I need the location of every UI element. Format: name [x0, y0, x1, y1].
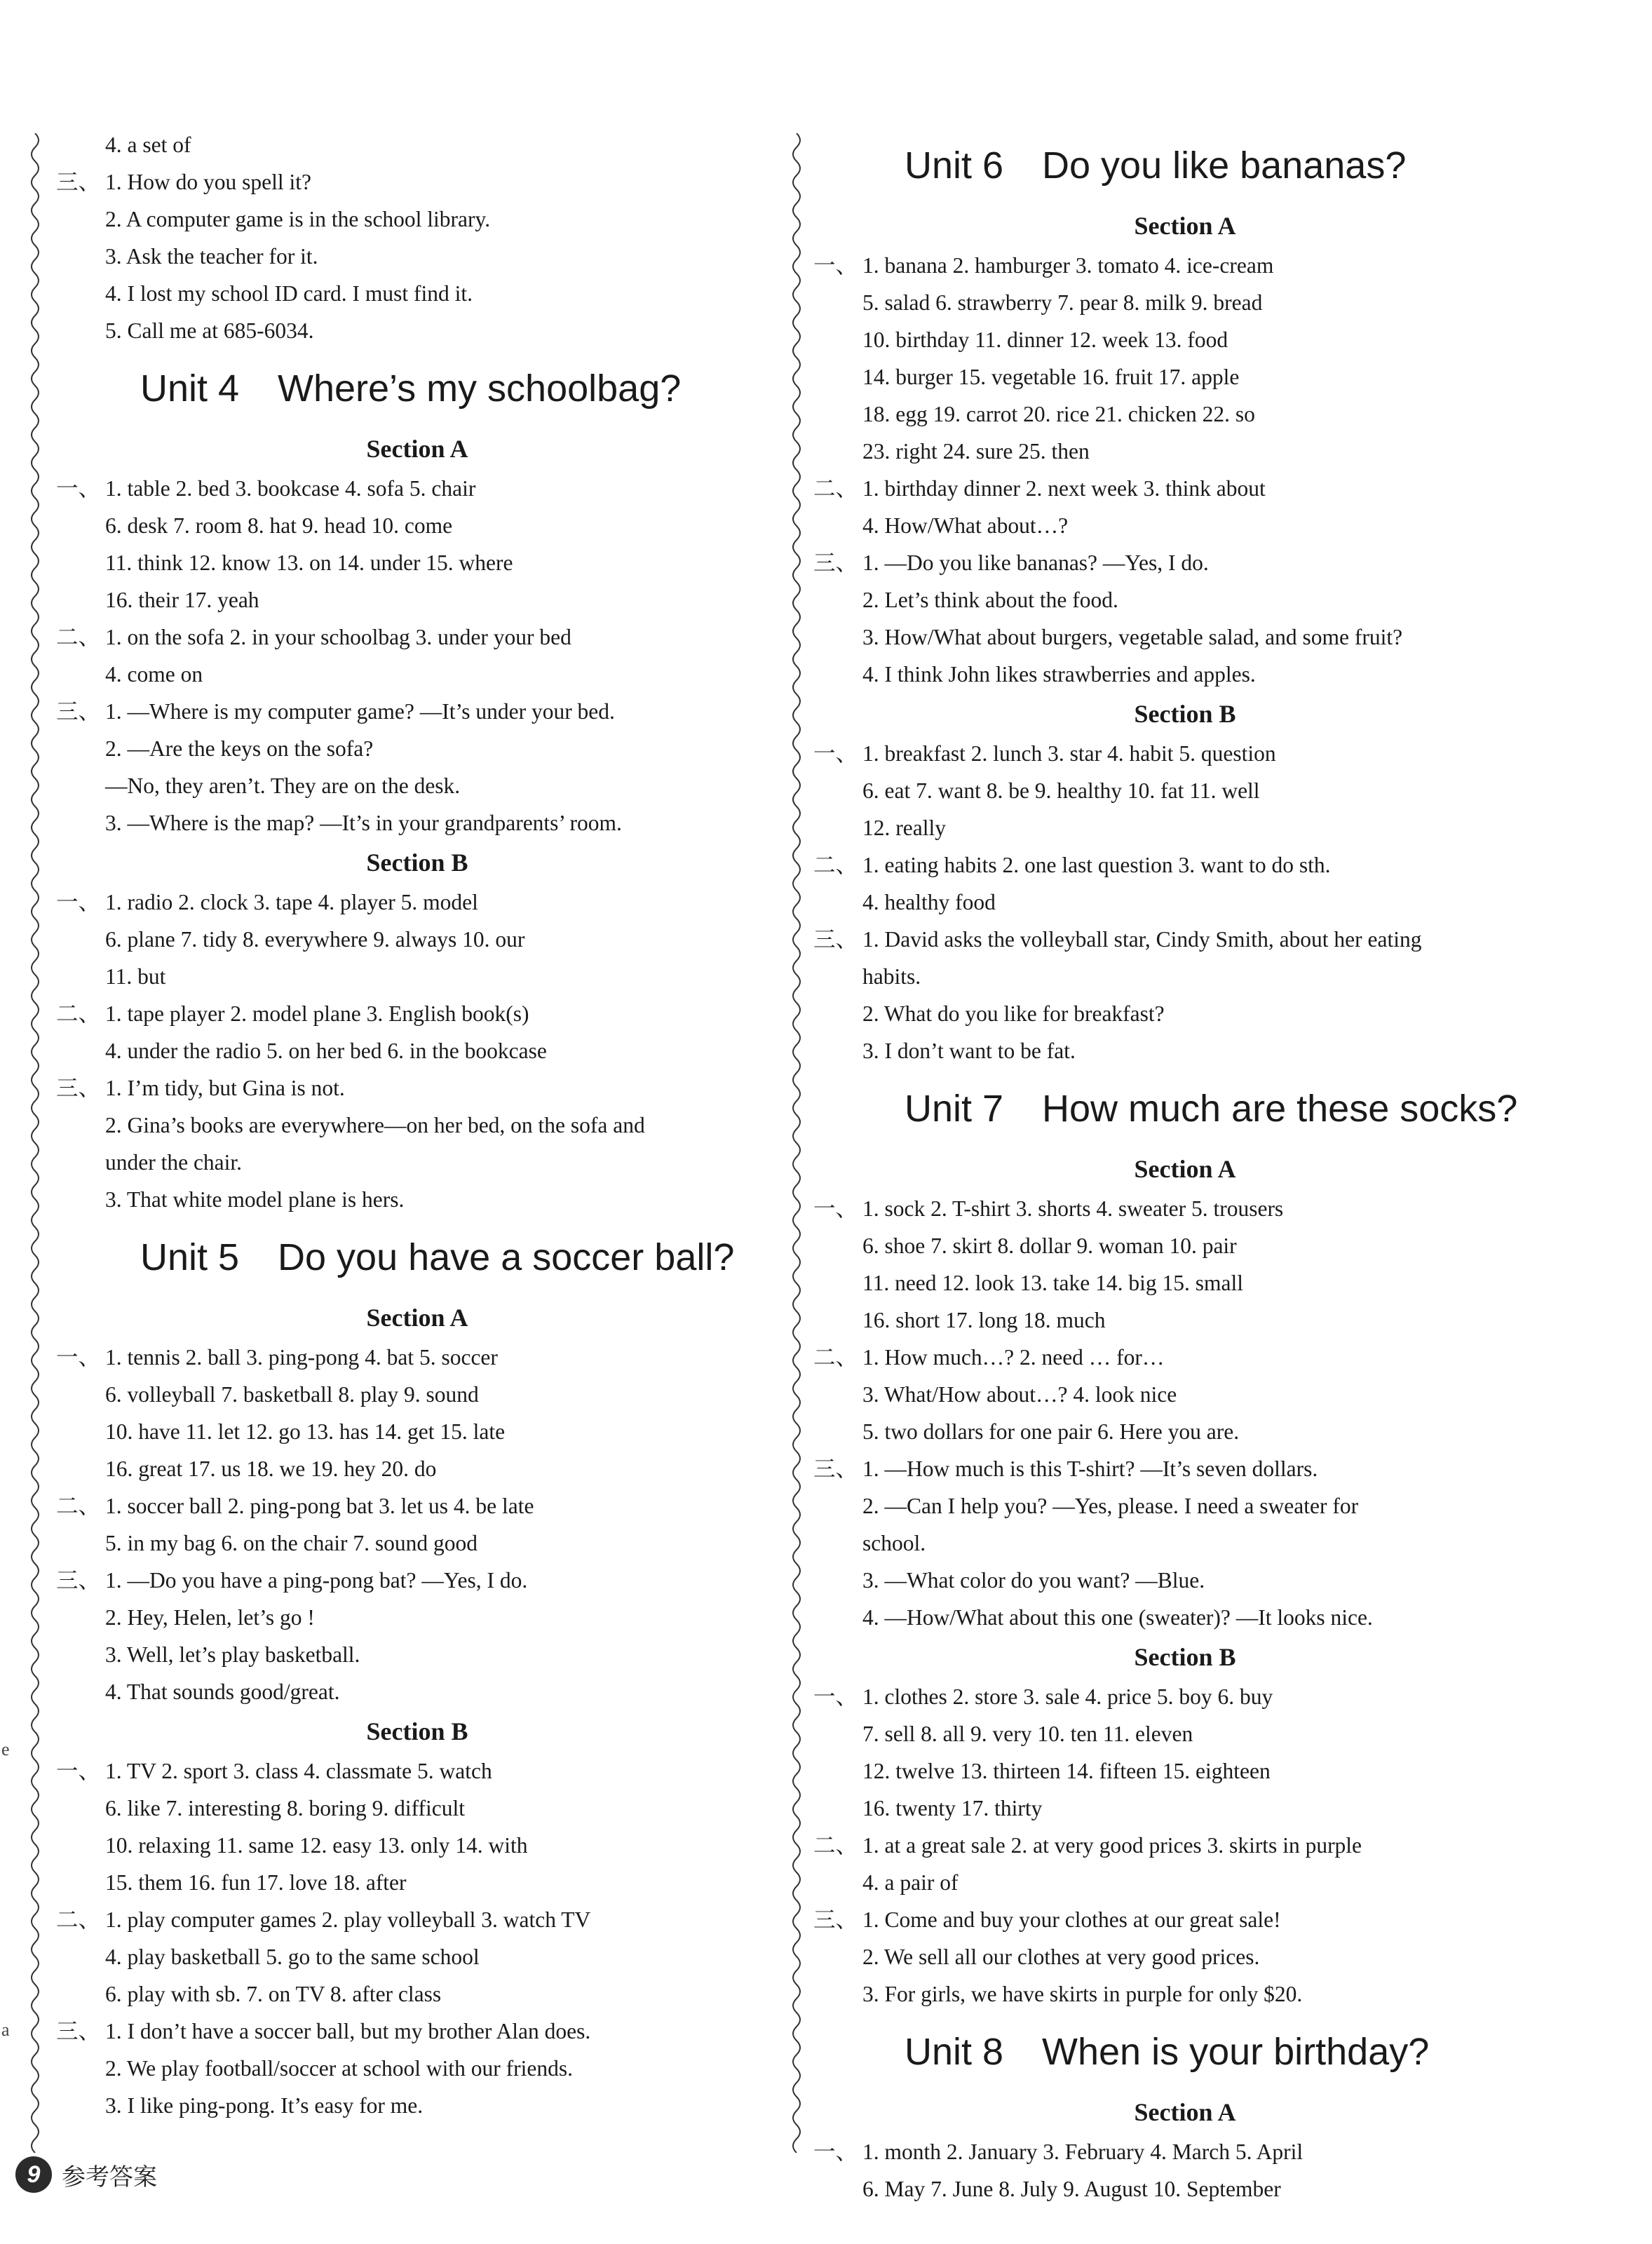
answer-text: 1. play computer games 2. play volleyball 3. watch TV [105, 1907, 591, 1932]
page-label: 参考答案 [62, 2163, 157, 2191]
exercise-marker: 一、 [56, 1345, 101, 1370]
unit-title: Do you like bananas? [1042, 144, 1407, 187]
answer-text: 1. radio 2. clock 3. tape 4. player 5. model [105, 890, 478, 914]
answer-line [56, 2013, 778, 2050]
exercise-marker: 一、 [813, 1684, 858, 1709]
answer-text: 12. really [862, 816, 946, 840]
answer-line [813, 1975, 1557, 2013]
answer-text: 4. How/What about…? [862, 513, 1069, 538]
answer-text: 16. great 17. us 18. we 19. hey 20. do [105, 1456, 437, 1481]
answer-line [813, 470, 1557, 507]
answer-text: 6. shoe 7. skirt 8. dollar 9. woman 10. pair [862, 1233, 1237, 1258]
answer-line [813, 1938, 1557, 1975]
answer-line [813, 619, 1557, 656]
answer-text: 2. We sell all our clothes at very good prices. [862, 1945, 1260, 1969]
unit-heading [813, 126, 1557, 205]
exercise-marker: 一、 [56, 890, 101, 914]
section-heading: Section B [1134, 1643, 1236, 1671]
answer-line [56, 1901, 778, 1938]
section-heading: Section A [1134, 2098, 1236, 2126]
answer-text: 1. —Do you like bananas? —Yes, I do. [862, 550, 1209, 575]
answer-line [813, 358, 1557, 396]
exercise-marker: 二、 [813, 476, 858, 501]
answer-text: 2. Gina’s books are everywhere—on her bed, on the sofa and [105, 1113, 645, 1137]
answer-text: 1. —Where is my computer game? —It’s under your bed. [105, 699, 615, 724]
answer-line [813, 809, 1557, 846]
answer-line [813, 921, 1557, 958]
answer-text: 5. Call me at 685-6034. [105, 318, 314, 343]
answer-text: 6. eat 7. want 8. be 9. healthy 10. fat 11. well [862, 778, 1260, 803]
unit-number: Unit 4 [140, 367, 240, 410]
unit-title: How much are these socks? [1042, 1088, 1518, 1130]
unit-heading [813, 1069, 1557, 1148]
answer-line [813, 656, 1557, 693]
exercise-marker: 二、 [813, 853, 858, 877]
answer-text: 5. two dollars for one pair 6. Here you are. [862, 1419, 1240, 1444]
answer-text: 10. have 11. let 12. go 13. has 14. get 15. late [105, 1419, 506, 1444]
edge-mark: a [1, 2020, 10, 2040]
answer-line [56, 656, 778, 693]
exercise-marker: 三、 [813, 927, 858, 952]
answer-text: 3. Ask the teacher for it. [105, 244, 318, 269]
answer-text: 6. volleyball 7. basketball 8. play 9. sound [105, 1382, 479, 1407]
answer-text: 1. at a great sale 2. at very good prices 3. skirts in purple [862, 1833, 1362, 1858]
answer-text: 2. —Are the keys on the sofa? [105, 736, 374, 761]
answer-line [56, 884, 778, 921]
exercise-marker: 一、 [813, 2140, 858, 2164]
answer-line [56, 1487, 778, 1525]
answer-line [813, 247, 1557, 284]
answer-text: 3. How/What about burgers, vegetable salad, and some fruit? [862, 625, 1403, 649]
exercise-marker: 二、 [56, 625, 101, 649]
exercise-marker: 三、 [56, 2019, 101, 2043]
answer-line [56, 958, 778, 995]
answer-line [813, 1413, 1557, 1450]
answer-line [56, 238, 778, 275]
answer-text: 2. We play football/soccer at school with our friends. [105, 2056, 573, 2081]
answer-line [56, 1107, 778, 1144]
answer-line [813, 1715, 1557, 1752]
section-heading: Section A [1134, 1155, 1236, 1183]
column-divider [788, 133, 805, 2153]
page-footer [15, 2156, 157, 2193]
answer-text: 3. For girls, we have skirts in purple for only $20. [862, 1982, 1303, 2006]
exercise-marker: 三、 [813, 1456, 858, 1481]
answer-line [56, 470, 778, 507]
answer-line [813, 1562, 1557, 1599]
answer-text: 1. tennis 2. ball 3. ping-pong 4. bat 5. soccer [105, 1345, 498, 1370]
answer-line [813, 1450, 1557, 1487]
section-heading: Section A [366, 435, 468, 463]
answer-line [56, 804, 778, 842]
answer-text: 1. month 2. January 3. February 4. March 5. April [862, 2140, 1304, 2164]
answer-line [813, 1032, 1557, 1069]
answer-text: 4. —How/What about this one (sweater)? —It looks nice. [862, 1605, 1373, 1630]
answer-line [56, 1752, 778, 1790]
answer-line [56, 1975, 778, 2013]
answer-text: 4. I think John likes strawberries and apples. [862, 662, 1256, 687]
answer-line [56, 312, 778, 349]
answer-line [56, 921, 778, 958]
answer-text: 3. Well, let’s play basketball. [105, 1642, 360, 1667]
answer-line [813, 884, 1557, 921]
answer-line [813, 1752, 1557, 1790]
answer-line [813, 735, 1557, 772]
section-heading: Section B [1134, 700, 1236, 728]
answer-line [813, 1827, 1557, 1864]
answer-line [56, 767, 778, 804]
answer-text: under the chair. [105, 1150, 243, 1175]
answer-text: 3. I don’t want to be fat. [862, 1039, 1076, 1063]
answer-line [56, 275, 778, 312]
exercise-marker: 二、 [56, 1001, 101, 1026]
answer-text: 16. their 17. yeah [105, 588, 259, 612]
answer-line [56, 995, 778, 1032]
answer-text: 14. burger 15. vegetable 16. fruit 17. apple [862, 365, 1240, 389]
answer-text: 1. David asks the volleyball star, Cindy Smith, about her eating [862, 927, 1422, 952]
answer-line [56, 619, 778, 656]
answer-text: 1. TV 2. sport 3. class 4. classmate 5. watch [105, 1759, 492, 1783]
page-number: 9 [15, 2156, 52, 2193]
section-heading: Section A [1134, 212, 1236, 240]
answer-line [56, 1032, 778, 1069]
answer-text: 6. like 7. interesting 8. boring 9. difficult [105, 1796, 465, 1820]
answer-text: 4. come on [105, 662, 203, 687]
unit-number: Unit 6 [905, 144, 1004, 187]
right-column [813, 126, 1557, 2208]
answer-text: 11. but [105, 964, 166, 989]
answer-line [56, 2087, 778, 2124]
answer-text: 4. That sounds good/great. [105, 1679, 340, 1704]
answer-text: 1. How do you spell it? [105, 170, 311, 194]
answer-line [56, 1827, 778, 1864]
answer-text: 4. play basketball 5. go to the same school [105, 1945, 480, 1969]
answer-line [813, 1864, 1557, 1901]
answer-text: 1. banana 2. hamburger 3. tomato 4. ice-cream [862, 253, 1274, 278]
exercise-marker: 三、 [56, 699, 101, 724]
answer-line [813, 772, 1557, 809]
unit-title: Do you have a soccer ball? [278, 1236, 735, 1278]
answer-line [813, 396, 1557, 433]
answer-line [56, 201, 778, 238]
answer-text: —No, they aren’t. They are on the desk. [105, 773, 461, 798]
exercise-marker: 一、 [813, 1196, 858, 1221]
answer-text: 1. Come and buy your clothes at our great sale! [862, 1907, 1281, 1932]
answer-text: 1. I’m tidy, but Gina is not. [105, 1076, 345, 1100]
unit-number: Unit 7 [905, 1088, 1004, 1130]
unit-heading [56, 1218, 778, 1297]
answer-line [813, 2133, 1557, 2170]
answer-text: 3. I like ping-pong. It’s easy for me. [105, 2093, 424, 2118]
exercise-marker: 二、 [56, 1494, 101, 1518]
answer-text: 1. clothes 2. store 3. sale 4. price 5. boy 6. buy [862, 1684, 1273, 1709]
answer-text: 15. them 16. fun 17. love 18. after [105, 1870, 407, 1895]
answer-line [56, 1790, 778, 1827]
answer-text: 4. I lost my school ID card. I must find it. [105, 281, 473, 306]
answer-text: 1. —Do you have a ping-pong bat? —Yes, I do. [105, 1568, 528, 1593]
answer-text: 16. short 17. long 18. much [862, 1308, 1106, 1332]
exercise-marker: 三、 [56, 1076, 101, 1100]
answer-text: 1. table 2. bed 3. bookcase 4. sofa 5. chair [105, 476, 476, 501]
exercise-marker: 一、 [813, 741, 858, 766]
answer-text: 1. eating habits 2. one last question 3. want to do sth. [862, 853, 1331, 877]
answer-line [813, 1599, 1557, 1636]
answer-text: 4. a set of [105, 133, 191, 157]
exercise-marker: 一、 [56, 476, 101, 501]
answer-text: 6. May 7. June 8. July 9. August 10. September [862, 2177, 1281, 2201]
exercise-marker: 三、 [56, 170, 101, 194]
answer-text: 4. a pair of [862, 1870, 959, 1895]
answer-line [56, 1376, 778, 1413]
answer-line [813, 1227, 1557, 1264]
answer-line [56, 126, 778, 163]
answer-line [56, 1413, 778, 1450]
answer-text: 5. salad 6. strawberry 7. pear 8. milk 9. bread [862, 290, 1263, 315]
answer-line [813, 1190, 1557, 1227]
answer-line [813, 958, 1557, 995]
answer-line [56, 1599, 778, 1636]
answer-text: 10. relaxing 11. same 12. easy 13. only 14. with [105, 1833, 528, 1858]
answer-text: 23. right 24. sure 25. then [862, 439, 1090, 464]
answer-text: 2. Hey, Helen, let’s go ! [105, 1605, 315, 1630]
answer-text: 2. Let’s think about the food. [862, 588, 1118, 612]
exercise-marker: 三、 [813, 550, 858, 575]
answer-text: 18. egg 19. carrot 20. rice 21. chicken 22. so [862, 402, 1255, 426]
unit-title: When is your birthday? [1042, 2031, 1430, 2073]
unit-number: Unit 8 [905, 2031, 1004, 2073]
answer-line [56, 1938, 778, 1975]
answer-text: 3. —Where is the map? —It’s in your grandparents’ room. [105, 811, 622, 835]
answer-line [56, 544, 778, 581]
answer-text: habits. [862, 964, 921, 989]
left-wavy-border [27, 133, 43, 2153]
answer-text: 4. healthy food [862, 890, 996, 914]
answer-text: 2. What do you like for breakfast? [862, 1001, 1165, 1026]
answer-line [56, 693, 778, 730]
answer-text: school. [862, 1531, 926, 1555]
exercise-marker: 一、 [56, 1759, 101, 1783]
answer-line [813, 1790, 1557, 1827]
exercise-marker: 三、 [813, 1907, 858, 1932]
exercise-marker: 二、 [56, 1907, 101, 1932]
answer-text: 1. How much…? 2. need … for… [862, 1345, 1165, 1370]
unit-heading [813, 2013, 1557, 2091]
answer-text: 6. play with sb. 7. on TV 8. after class [105, 1982, 442, 2006]
section-heading: Section B [366, 1717, 468, 1745]
answer-line [813, 1487, 1557, 1525]
answer-line [813, 846, 1557, 884]
answer-line [813, 1376, 1557, 1413]
answer-line [813, 433, 1557, 470]
answer-text: 11. think 12. know 13. on 14. under 15. where [105, 550, 513, 575]
answer-text: 2. A computer game is in the school library. [105, 207, 491, 231]
answer-text: 1. birthday dinner 2. next week 3. think about [862, 476, 1266, 501]
answer-text: 1. I don’t have a soccer ball, but my brother Alan does. [105, 2019, 591, 2043]
answer-text: 12. twelve 13. thirteen 14. fifteen 15. eighteen [862, 1759, 1271, 1783]
answer-text: 1. breakfast 2. lunch 3. star 4. habit 5. question [862, 741, 1276, 766]
exercise-marker: 三、 [56, 1568, 101, 1593]
answer-line [813, 1525, 1557, 1562]
edge-mark: e [1, 1739, 10, 1759]
answer-text: 16. twenty 17. thirty [862, 1796, 1043, 1820]
answer-line [813, 995, 1557, 1032]
exercise-marker: 一、 [813, 253, 858, 278]
answer-line [56, 1636, 778, 1673]
answer-line [56, 2050, 778, 2087]
answer-text: 3. —What color do you want? —Blue. [862, 1568, 1205, 1593]
exercise-marker: 二、 [813, 1345, 858, 1370]
answer-text: 1. tape player 2. model plane 3. English book(s) [105, 1001, 529, 1026]
answer-line [813, 284, 1557, 321]
answer-text: 6. desk 7. room 8. hat 9. head 10. come [105, 513, 453, 538]
answer-line [813, 1678, 1557, 1715]
answer-line [813, 1901, 1557, 1938]
unit-number: Unit 5 [140, 1236, 240, 1278]
answer-text: 1. —How much is this T-shirt? —It’s seven dollars. [862, 1456, 1318, 1481]
answer-text: 2. —Can I help you? —Yes, please. I need a sweater for [862, 1494, 1359, 1518]
answer-text: 1. sock 2. T-shirt 3. shorts 4. sweater 5. trousers [862, 1196, 1284, 1221]
answer-line [813, 321, 1557, 358]
answer-line [813, 1339, 1557, 1376]
left-column [56, 126, 778, 2124]
answer-line [56, 1181, 778, 1218]
answer-text: 5. in my bag 6. on the chair 7. sound good [105, 1531, 478, 1555]
answer-line [56, 1562, 778, 1599]
answer-line [56, 1673, 778, 1710]
unit-title: Where’s my schoolbag? [278, 367, 682, 410]
section-heading: Section A [366, 1304, 468, 1332]
answer-line [56, 1525, 778, 1562]
answer-line [813, 1302, 1557, 1339]
answer-line [56, 730, 778, 767]
answer-line [813, 1264, 1557, 1302]
answer-line [56, 1450, 778, 1487]
answer-text: 6. plane 7. tidy 8. everywhere 9. always 10. our [105, 927, 525, 952]
answer-line [56, 1864, 778, 1901]
answer-text: 4. under the radio 5. on her bed 6. in the bookcase [105, 1039, 547, 1063]
answer-line [813, 507, 1557, 544]
answer-text: 1. soccer ball 2. ping-pong bat 3. let us 4. be late [105, 1494, 534, 1518]
unit-heading [56, 349, 778, 428]
answer-text: 7. sell 8. all 9. very 10. ten 11. eleven [862, 1722, 1193, 1746]
answer-line [56, 1144, 778, 1181]
answer-line [56, 1339, 778, 1376]
answer-line [56, 1069, 778, 1107]
answer-text: 1. on the sofa 2. in your schoolbag 3. under your bed [105, 625, 571, 649]
answer-line [56, 507, 778, 544]
answer-line [813, 2170, 1557, 2208]
answer-text: 3. What/How about…? 4. look nice [862, 1382, 1177, 1407]
answer-line [813, 581, 1557, 619]
answer-text: 3. That white model plane is hers. [105, 1187, 405, 1212]
answer-line [56, 163, 778, 201]
answer-text: 11. need 12. look 13. take 14. big 15. small [862, 1271, 1244, 1295]
exercise-marker: 二、 [813, 1833, 858, 1858]
section-heading: Section B [366, 849, 468, 877]
answer-line [813, 544, 1557, 581]
answer-text: 10. birthday 11. dinner 12. week 13. food [862, 327, 1228, 352]
answer-line [56, 581, 778, 619]
